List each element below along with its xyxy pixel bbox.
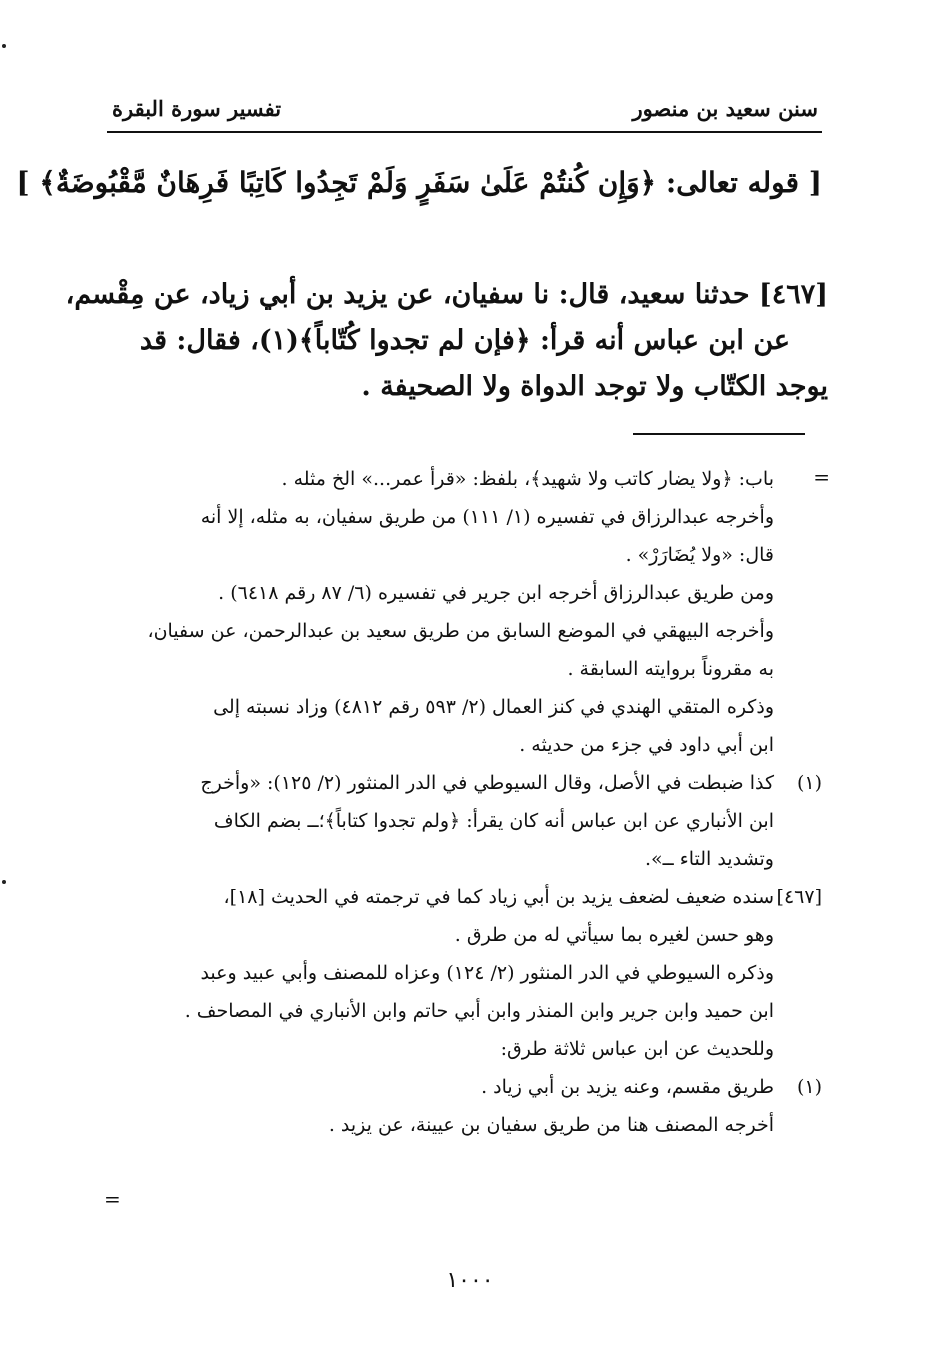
continuation-mark: = bbox=[104, 1187, 121, 1211]
footnote-line: أخرجه المصنف هنا من طريق سفيان بن عيينة، عن يزيد . bbox=[328, 1114, 774, 1136]
header-rule bbox=[107, 131, 822, 133]
footnote-line: ابن حميد وابن جرير وابن المنذر وابن أبي حاتم وابن الأنباري في المصاحف . bbox=[184, 1000, 774, 1022]
page-number: ١٠٠٠ bbox=[446, 1268, 494, 1293]
footnote-text: سنده ضعيف لضعف يزيد بن أبي زياد كما في ترجمته في الحديث [١٨]، bbox=[223, 886, 774, 908]
footnotes bbox=[112, 460, 822, 1144]
footnote-number: (١) bbox=[796, 772, 822, 794]
footnote-separator bbox=[633, 433, 805, 435]
running-header-section-title: تفسير سورة البقرة bbox=[112, 96, 282, 121]
footnote-line: وذكره المتقي الهندي في كنز العمال (٢/ ٥٩٣ رقم ٤٨١٢) وزاد نسبته إلى bbox=[213, 696, 774, 718]
hadith-line: [٤٦٧] حدثنا سعيد، قال: نا سفيان، عن يزيد بن أبي زياد، عن مِقْسم، bbox=[65, 279, 828, 310]
running-header-book-title: سنن سعيد بن منصور bbox=[632, 96, 818, 121]
footnote-line bbox=[112, 764, 822, 802]
footnote-line: قال: «ولا يُضَارَرْ» . bbox=[625, 544, 774, 566]
footnote-line: وللحديث عن ابن عباس ثلاثة طرق: bbox=[500, 1038, 774, 1060]
footnote-line: وهو حسن لغيره بما سيأتي له من طرق . bbox=[454, 924, 774, 946]
route-number: (١) bbox=[796, 1076, 822, 1098]
footnote-line bbox=[112, 878, 822, 916]
footnote-text: كذا ضبطت في الأصل، وقال السيوطي في الدر المنثور (٢/ ١٢٥): «وأخرج bbox=[200, 772, 774, 794]
footnote-line: وتشديد التاء ــ». bbox=[644, 848, 774, 870]
hadith-line: عن ابن عباس أنه قرأ: ﴿فإن لم تجدوا كُتّاباً﴾(١)، فقال: قد bbox=[139, 325, 790, 356]
footnote-text: طريق مقسم، وعنه يزيد بن أبي زياد . bbox=[481, 1076, 774, 1098]
margin-dot bbox=[2, 44, 6, 48]
footnote-line: وأخرجه البيهقي في الموضع السابق من طريق سعيد بن عبدالرحمن، عن سفيان، bbox=[147, 620, 774, 642]
footnote-line bbox=[112, 1068, 822, 1106]
footnote-line: ابن أبي داود في جزء من حديثه . bbox=[519, 734, 774, 756]
continuation-mark: = bbox=[813, 465, 830, 489]
margin-dot bbox=[2, 880, 6, 884]
footnote-line: به مقروناً بروايته السابقة . bbox=[567, 658, 774, 680]
footnote-line: وذكره السيوطي في الدر المنثور (٢/ ١٢٤) وعزاه للمصنف وأبي عبيد وعبد bbox=[200, 962, 774, 984]
main-hadith-text bbox=[65, 272, 828, 410]
footnote-line: ومن طريق عبدالرزاق أخرجه ابن جرير في تفسيره (٦/ ٨٧ رقم ٦٤١٨) . bbox=[218, 582, 774, 604]
verse-heading: [ قوله تعالى: ﴿وَإِن كُنتُمْ عَلَىٰ سَفَرٍ وَلَمْ تَجِدُوا كَاتِبًا فَرِهَانٌ مَّقْبُوضَةٌ﴾ ] bbox=[16, 166, 822, 199]
footnote-line: ابن الأنباري عن ابن عباس أنه كان يقرأ: ﴿ولم تجدوا كتاباً﴾؛ــ بضم الكاف bbox=[213, 810, 774, 832]
hadith-line: يوجد الكتّاب ولا توجد الدواة ولا الصحيفة . bbox=[361, 371, 828, 402]
footnote-line: باب: ﴿ولا يضار كاتب ولا شهيد﴾، بلفظ: «قرأ عمر...» الخ مثله . bbox=[281, 468, 774, 490]
footnote-line: وأخرجه عبدالرزاق في تفسيره (١/ ١١١) من طريق سفيان، به مثله، إلا أنه bbox=[200, 506, 774, 528]
hadith-ref-number: [٤٦٧] bbox=[776, 886, 822, 908]
